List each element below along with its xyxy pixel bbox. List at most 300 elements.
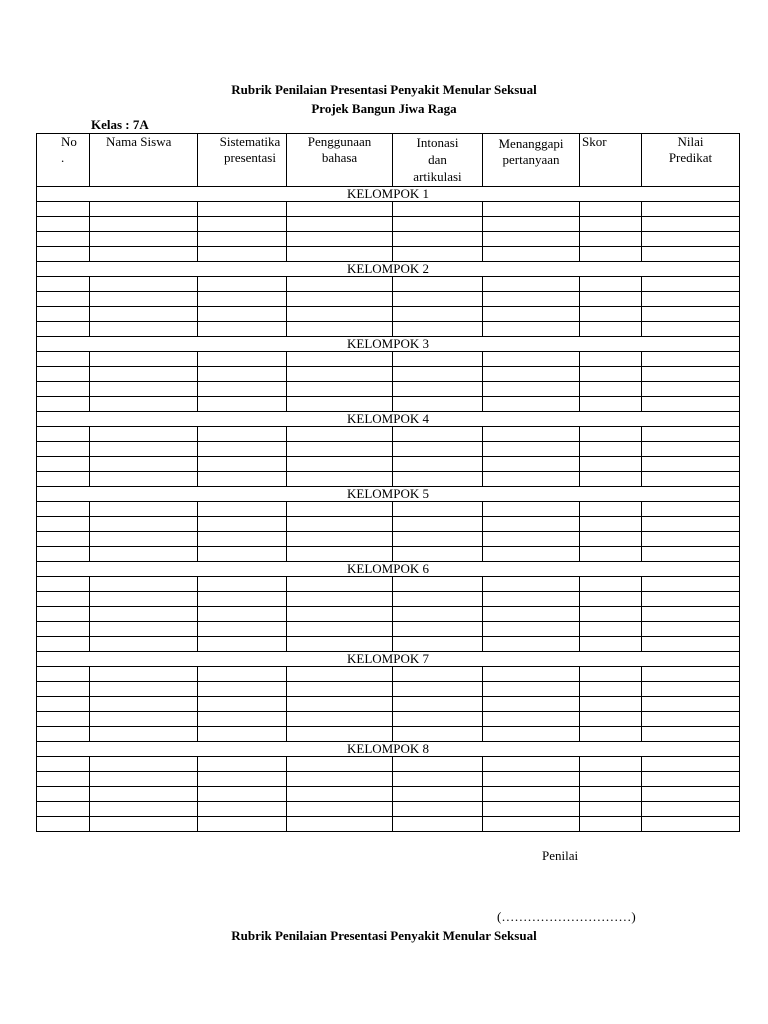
table-cell[interactable] (642, 352, 740, 367)
table-cell[interactable] (287, 622, 393, 637)
table-cell[interactable] (287, 397, 393, 412)
table-cell[interactable] (287, 232, 393, 247)
table-cell[interactable] (90, 697, 198, 712)
table-cell[interactable] (483, 637, 580, 652)
table-cell[interactable] (580, 292, 642, 307)
table-cell[interactable] (580, 682, 642, 697)
table-cell[interactable] (90, 367, 198, 382)
table-cell[interactable] (642, 502, 740, 517)
table-cell[interactable] (642, 322, 740, 337)
table-cell[interactable] (198, 382, 287, 397)
table-cell[interactable] (287, 772, 393, 787)
table-cell[interactable] (642, 397, 740, 412)
table-cell[interactable] (198, 217, 287, 232)
table-cell[interactable] (198, 247, 287, 262)
table-cell[interactable] (642, 712, 740, 727)
table-cell[interactable] (37, 217, 90, 232)
table-cell[interactable] (580, 457, 642, 472)
table-cell[interactable] (483, 682, 580, 697)
table-cell[interactable] (642, 547, 740, 562)
table-cell[interactable] (287, 457, 393, 472)
table-row (37, 727, 740, 742)
table-cell[interactable] (642, 247, 740, 262)
table-cell[interactable] (287, 787, 393, 802)
table-cell[interactable] (580, 307, 642, 322)
table-cell[interactable] (642, 277, 740, 292)
table-cell[interactable] (90, 667, 198, 682)
table-cell[interactable] (393, 817, 483, 832)
table-cell[interactable] (393, 577, 483, 592)
table-cell[interactable] (580, 712, 642, 727)
table-cell[interactable] (393, 622, 483, 637)
table-cell[interactable] (198, 757, 287, 772)
table-cell[interactable] (90, 772, 198, 787)
table-cell[interactable] (37, 727, 90, 742)
table-cell[interactable] (483, 322, 580, 337)
table-cell[interactable] (287, 682, 393, 697)
table-cell[interactable] (287, 712, 393, 727)
table-cell[interactable] (642, 307, 740, 322)
table-cell[interactable] (287, 757, 393, 772)
table-cell[interactable] (580, 442, 642, 457)
table-row (37, 277, 740, 292)
table-cell[interactable] (198, 532, 287, 547)
table-cell[interactable] (393, 727, 483, 742)
table-cell[interactable] (393, 292, 483, 307)
table-cell[interactable] (580, 532, 642, 547)
table-cell[interactable] (90, 802, 198, 817)
table-cell[interactable] (37, 352, 90, 367)
table-cell[interactable] (37, 367, 90, 382)
table-cell[interactable] (90, 682, 198, 697)
table-cell[interactable] (580, 322, 642, 337)
table-cell[interactable] (287, 247, 393, 262)
table-cell[interactable] (37, 817, 90, 832)
table-cell[interactable] (198, 472, 287, 487)
table-cell[interactable] (642, 472, 740, 487)
table-cell[interactable] (483, 307, 580, 322)
table-cell[interactable] (393, 217, 483, 232)
table-cell[interactable] (642, 667, 740, 682)
penilai-label: Penilai (542, 848, 579, 863)
table-row (37, 622, 740, 637)
table-cell[interactable] (580, 472, 642, 487)
table-cell[interactable] (483, 607, 580, 622)
table-cell[interactable] (393, 247, 483, 262)
table-cell[interactable] (393, 277, 483, 292)
table-cell[interactable] (37, 637, 90, 652)
table-cell[interactable] (642, 457, 740, 472)
table-cell[interactable] (580, 817, 642, 832)
table-cell[interactable] (37, 757, 90, 772)
rubric-table (36, 133, 740, 832)
table-cell[interactable] (90, 607, 198, 622)
table-cell[interactable] (287, 217, 393, 232)
table-cell[interactable] (393, 787, 483, 802)
table-cell[interactable] (90, 382, 198, 397)
table-cell[interactable] (483, 427, 580, 442)
table-cell[interactable] (642, 622, 740, 637)
table-cell[interactable] (90, 352, 198, 367)
table-cell[interactable] (90, 817, 198, 832)
table-cell[interactable] (37, 277, 90, 292)
table-cell[interactable] (393, 202, 483, 217)
table-cell[interactable] (642, 532, 740, 547)
table-row (37, 517, 740, 532)
table-cell[interactable] (642, 367, 740, 382)
table-cell[interactable] (393, 397, 483, 412)
table-cell[interactable] (393, 712, 483, 727)
table-cell[interactable] (483, 622, 580, 637)
table-cell[interactable] (198, 682, 287, 697)
table-cell[interactable] (483, 352, 580, 367)
table-cell[interactable] (198, 442, 287, 457)
table-cell[interactable] (90, 322, 198, 337)
table-cell[interactable] (483, 697, 580, 712)
table-cell[interactable] (483, 457, 580, 472)
table-cell[interactable] (483, 517, 580, 532)
table-cell[interactable] (198, 322, 287, 337)
table-cell[interactable] (198, 352, 287, 367)
table-cell[interactable] (483, 727, 580, 742)
table-cell[interactable] (483, 577, 580, 592)
table-cell[interactable] (393, 502, 483, 517)
table-cell[interactable] (580, 622, 642, 637)
table-row (37, 307, 740, 322)
table-cell[interactable] (393, 547, 483, 562)
table-cell[interactable] (287, 532, 393, 547)
table-cell[interactable] (198, 517, 287, 532)
table-cell[interactable] (37, 532, 90, 547)
table-cell[interactable] (90, 577, 198, 592)
table-cell[interactable] (198, 277, 287, 292)
table-cell[interactable] (642, 787, 740, 802)
table-cell[interactable] (198, 397, 287, 412)
table-cell[interactable] (393, 472, 483, 487)
table-cell[interactable] (37, 787, 90, 802)
table-cell[interactable] (393, 382, 483, 397)
table-cell[interactable] (90, 217, 198, 232)
table-cell[interactable] (90, 442, 198, 457)
table-cell[interactable] (37, 592, 90, 607)
table-cell[interactable] (37, 502, 90, 517)
table-cell[interactable] (642, 802, 740, 817)
table-cell[interactable] (483, 817, 580, 832)
table-cell[interactable] (287, 367, 393, 382)
table-cell[interactable] (198, 637, 287, 652)
group-row (37, 262, 740, 277)
table-cell[interactable] (642, 517, 740, 532)
table-cell[interactable] (37, 517, 90, 532)
table-cell[interactable] (287, 352, 393, 367)
table-cell[interactable] (483, 232, 580, 247)
table-cell[interactable] (198, 202, 287, 217)
group-row (37, 742, 740, 757)
table-cell[interactable] (90, 472, 198, 487)
table-cell[interactable] (287, 322, 393, 337)
table-cell[interactable] (37, 382, 90, 397)
table-cell[interactable] (287, 202, 393, 217)
table-cell[interactable] (393, 427, 483, 442)
table-cell[interactable] (198, 667, 287, 682)
table-cell[interactable] (642, 757, 740, 772)
table-cell[interactable] (287, 727, 393, 742)
table-cell[interactable] (642, 697, 740, 712)
table-cell[interactable] (287, 277, 393, 292)
signature-line: (…………………………) (497, 909, 636, 924)
table-cell[interactable] (37, 772, 90, 787)
table-cell[interactable] (393, 367, 483, 382)
table-cell[interactable] (90, 787, 198, 802)
table-cell[interactable] (37, 682, 90, 697)
table-cell[interactable] (580, 232, 642, 247)
table-cell[interactable] (287, 637, 393, 652)
table-cell[interactable] (37, 622, 90, 637)
table-cell[interactable] (483, 292, 580, 307)
table-cell[interactable] (37, 457, 90, 472)
table-cell[interactable] (37, 232, 90, 247)
table-cell[interactable] (90, 502, 198, 517)
table-cell[interactable] (642, 427, 740, 442)
table-cell[interactable] (198, 622, 287, 637)
table-cell[interactable] (580, 727, 642, 742)
table-row (37, 802, 740, 817)
table-row (37, 532, 740, 547)
table-cell[interactable] (90, 292, 198, 307)
table-cell[interactable] (198, 427, 287, 442)
table-cell[interactable] (580, 217, 642, 232)
table-cell[interactable] (580, 547, 642, 562)
table-cell[interactable] (642, 202, 740, 217)
table-cell[interactable] (198, 502, 287, 517)
table-cell[interactable] (393, 772, 483, 787)
table-cell[interactable] (90, 232, 198, 247)
table-cell[interactable] (198, 802, 287, 817)
table-cell[interactable] (287, 577, 393, 592)
table-cell[interactable] (37, 322, 90, 337)
table-cell[interactable] (580, 667, 642, 682)
table-cell[interactable] (37, 712, 90, 727)
table-cell[interactable] (642, 292, 740, 307)
table-cell[interactable] (90, 712, 198, 727)
table-cell[interactable] (580, 772, 642, 787)
table-row (37, 427, 740, 442)
table-row (37, 352, 740, 367)
table-cell[interactable] (642, 592, 740, 607)
table-cell[interactable] (198, 697, 287, 712)
table-cell[interactable] (90, 532, 198, 547)
table-cell[interactable] (483, 787, 580, 802)
table-cell[interactable] (287, 427, 393, 442)
table-cell[interactable] (483, 757, 580, 772)
table-cell[interactable] (483, 712, 580, 727)
table-cell[interactable] (393, 697, 483, 712)
table-cell[interactable] (393, 322, 483, 337)
table-cell[interactable] (393, 307, 483, 322)
table-cell[interactable] (198, 712, 287, 727)
table-cell[interactable] (287, 697, 393, 712)
table-cell[interactable] (642, 682, 740, 697)
table-cell[interactable] (198, 592, 287, 607)
table-cell[interactable] (90, 427, 198, 442)
table-cell[interactable] (580, 367, 642, 382)
table-cell[interactable] (90, 727, 198, 742)
table-cell[interactable] (483, 502, 580, 517)
table-cell[interactable] (580, 427, 642, 442)
table-cell[interactable] (580, 607, 642, 622)
header-intonasi: Intonasi dan artikulasi (393, 134, 483, 187)
table-cell[interactable] (393, 517, 483, 532)
table-cell[interactable] (37, 607, 90, 622)
table-cell[interactable] (580, 202, 642, 217)
table-cell[interactable] (483, 202, 580, 217)
table-cell[interactable] (580, 577, 642, 592)
table-cell[interactable] (287, 607, 393, 622)
table-cell[interactable] (90, 307, 198, 322)
table-cell[interactable] (483, 217, 580, 232)
table-cell[interactable] (90, 547, 198, 562)
table-cell[interactable] (393, 667, 483, 682)
table-cell[interactable] (642, 727, 740, 742)
table-cell[interactable] (393, 457, 483, 472)
table-cell[interactable] (37, 547, 90, 562)
table-cell[interactable] (393, 592, 483, 607)
table-cell[interactable] (580, 277, 642, 292)
table-cell[interactable] (198, 232, 287, 247)
table-cell[interactable] (198, 787, 287, 802)
table-cell[interactable] (393, 442, 483, 457)
table-cell[interactable] (580, 592, 642, 607)
table-cell[interactable] (580, 757, 642, 772)
table-cell[interactable] (37, 472, 90, 487)
table-cell[interactable] (90, 277, 198, 292)
table-cell[interactable] (287, 547, 393, 562)
table-cell[interactable] (393, 682, 483, 697)
table-cell[interactable] (393, 352, 483, 367)
table-cell[interactable] (393, 802, 483, 817)
table-cell[interactable] (483, 472, 580, 487)
table-cell[interactable] (287, 802, 393, 817)
table-cell[interactable] (483, 397, 580, 412)
table-cell[interactable] (90, 457, 198, 472)
table-cell[interactable] (198, 547, 287, 562)
table-cell[interactable] (483, 277, 580, 292)
table-cell[interactable] (580, 352, 642, 367)
table-cell[interactable] (483, 772, 580, 787)
group-row (37, 412, 740, 427)
table-cell[interactable] (37, 577, 90, 592)
table-cell[interactable] (37, 202, 90, 217)
table-cell[interactable] (642, 232, 740, 247)
table-cell[interactable] (483, 247, 580, 262)
table-cell[interactable] (198, 367, 287, 382)
table-cell[interactable] (198, 292, 287, 307)
table-cell[interactable] (580, 397, 642, 412)
table-cell[interactable] (642, 442, 740, 457)
table-cell[interactable] (198, 577, 287, 592)
table-cell[interactable] (580, 697, 642, 712)
table-cell[interactable] (37, 667, 90, 682)
table-cell[interactable] (90, 622, 198, 637)
table-cell[interactable] (287, 517, 393, 532)
table-cell[interactable] (393, 607, 483, 622)
table-cell[interactable] (198, 727, 287, 742)
table-cell[interactable] (198, 817, 287, 832)
table-cell[interactable] (287, 817, 393, 832)
table-row (37, 772, 740, 787)
table-cell[interactable] (198, 607, 287, 622)
table-cell[interactable] (483, 667, 580, 682)
table-cell[interactable] (198, 457, 287, 472)
table-cell[interactable] (37, 697, 90, 712)
table-cell[interactable] (483, 382, 580, 397)
table-cell[interactable] (483, 547, 580, 562)
table-cell[interactable] (90, 247, 198, 262)
table-cell[interactable] (287, 502, 393, 517)
table-cell[interactable] (90, 397, 198, 412)
table-cell[interactable] (90, 517, 198, 532)
table-cell[interactable] (37, 397, 90, 412)
table-cell[interactable] (580, 802, 642, 817)
table-cell[interactable] (393, 637, 483, 652)
table-cell[interactable] (90, 757, 198, 772)
table-cell[interactable] (642, 637, 740, 652)
table-cell[interactable] (580, 247, 642, 262)
table-cell[interactable] (37, 307, 90, 322)
table-cell[interactable] (580, 382, 642, 397)
table-cell[interactable] (37, 247, 90, 262)
table-cell[interactable] (483, 532, 580, 547)
table-cell[interactable] (198, 772, 287, 787)
table-cell[interactable] (580, 517, 642, 532)
table-cell[interactable] (642, 607, 740, 622)
table-cell[interactable] (287, 307, 393, 322)
table-cell[interactable] (483, 592, 580, 607)
table-cell[interactable] (393, 232, 483, 247)
table-cell[interactable] (90, 202, 198, 217)
table-cell[interactable] (287, 442, 393, 457)
table-cell[interactable] (90, 592, 198, 607)
table-cell[interactable] (642, 772, 740, 787)
table-cell[interactable] (37, 802, 90, 817)
table-cell[interactable] (287, 382, 393, 397)
table-cell[interactable] (393, 532, 483, 547)
table-cell[interactable] (642, 577, 740, 592)
table-cell[interactable] (483, 442, 580, 457)
table-cell[interactable] (37, 442, 90, 457)
table-cell[interactable] (483, 802, 580, 817)
table-cell[interactable] (642, 817, 740, 832)
table-cell[interactable] (37, 292, 90, 307)
table-cell[interactable] (37, 427, 90, 442)
table-cell[interactable] (287, 292, 393, 307)
table-row (37, 367, 740, 382)
table-cell[interactable] (198, 307, 287, 322)
table-cell[interactable] (580, 502, 642, 517)
table-cell[interactable] (287, 667, 393, 682)
table-cell[interactable] (90, 637, 198, 652)
table-cell[interactable] (642, 382, 740, 397)
document-subtitle: Projek Bangun Jiwa Raga (311, 101, 457, 116)
header-nilai-predikat: Nilai Predikat (642, 134, 740, 187)
table-cell[interactable] (287, 592, 393, 607)
table-cell[interactable] (580, 637, 642, 652)
table-cell[interactable] (580, 787, 642, 802)
table-cell[interactable] (287, 472, 393, 487)
table-cell[interactable] (642, 217, 740, 232)
table-cell[interactable] (393, 757, 483, 772)
table-cell[interactable] (483, 367, 580, 382)
